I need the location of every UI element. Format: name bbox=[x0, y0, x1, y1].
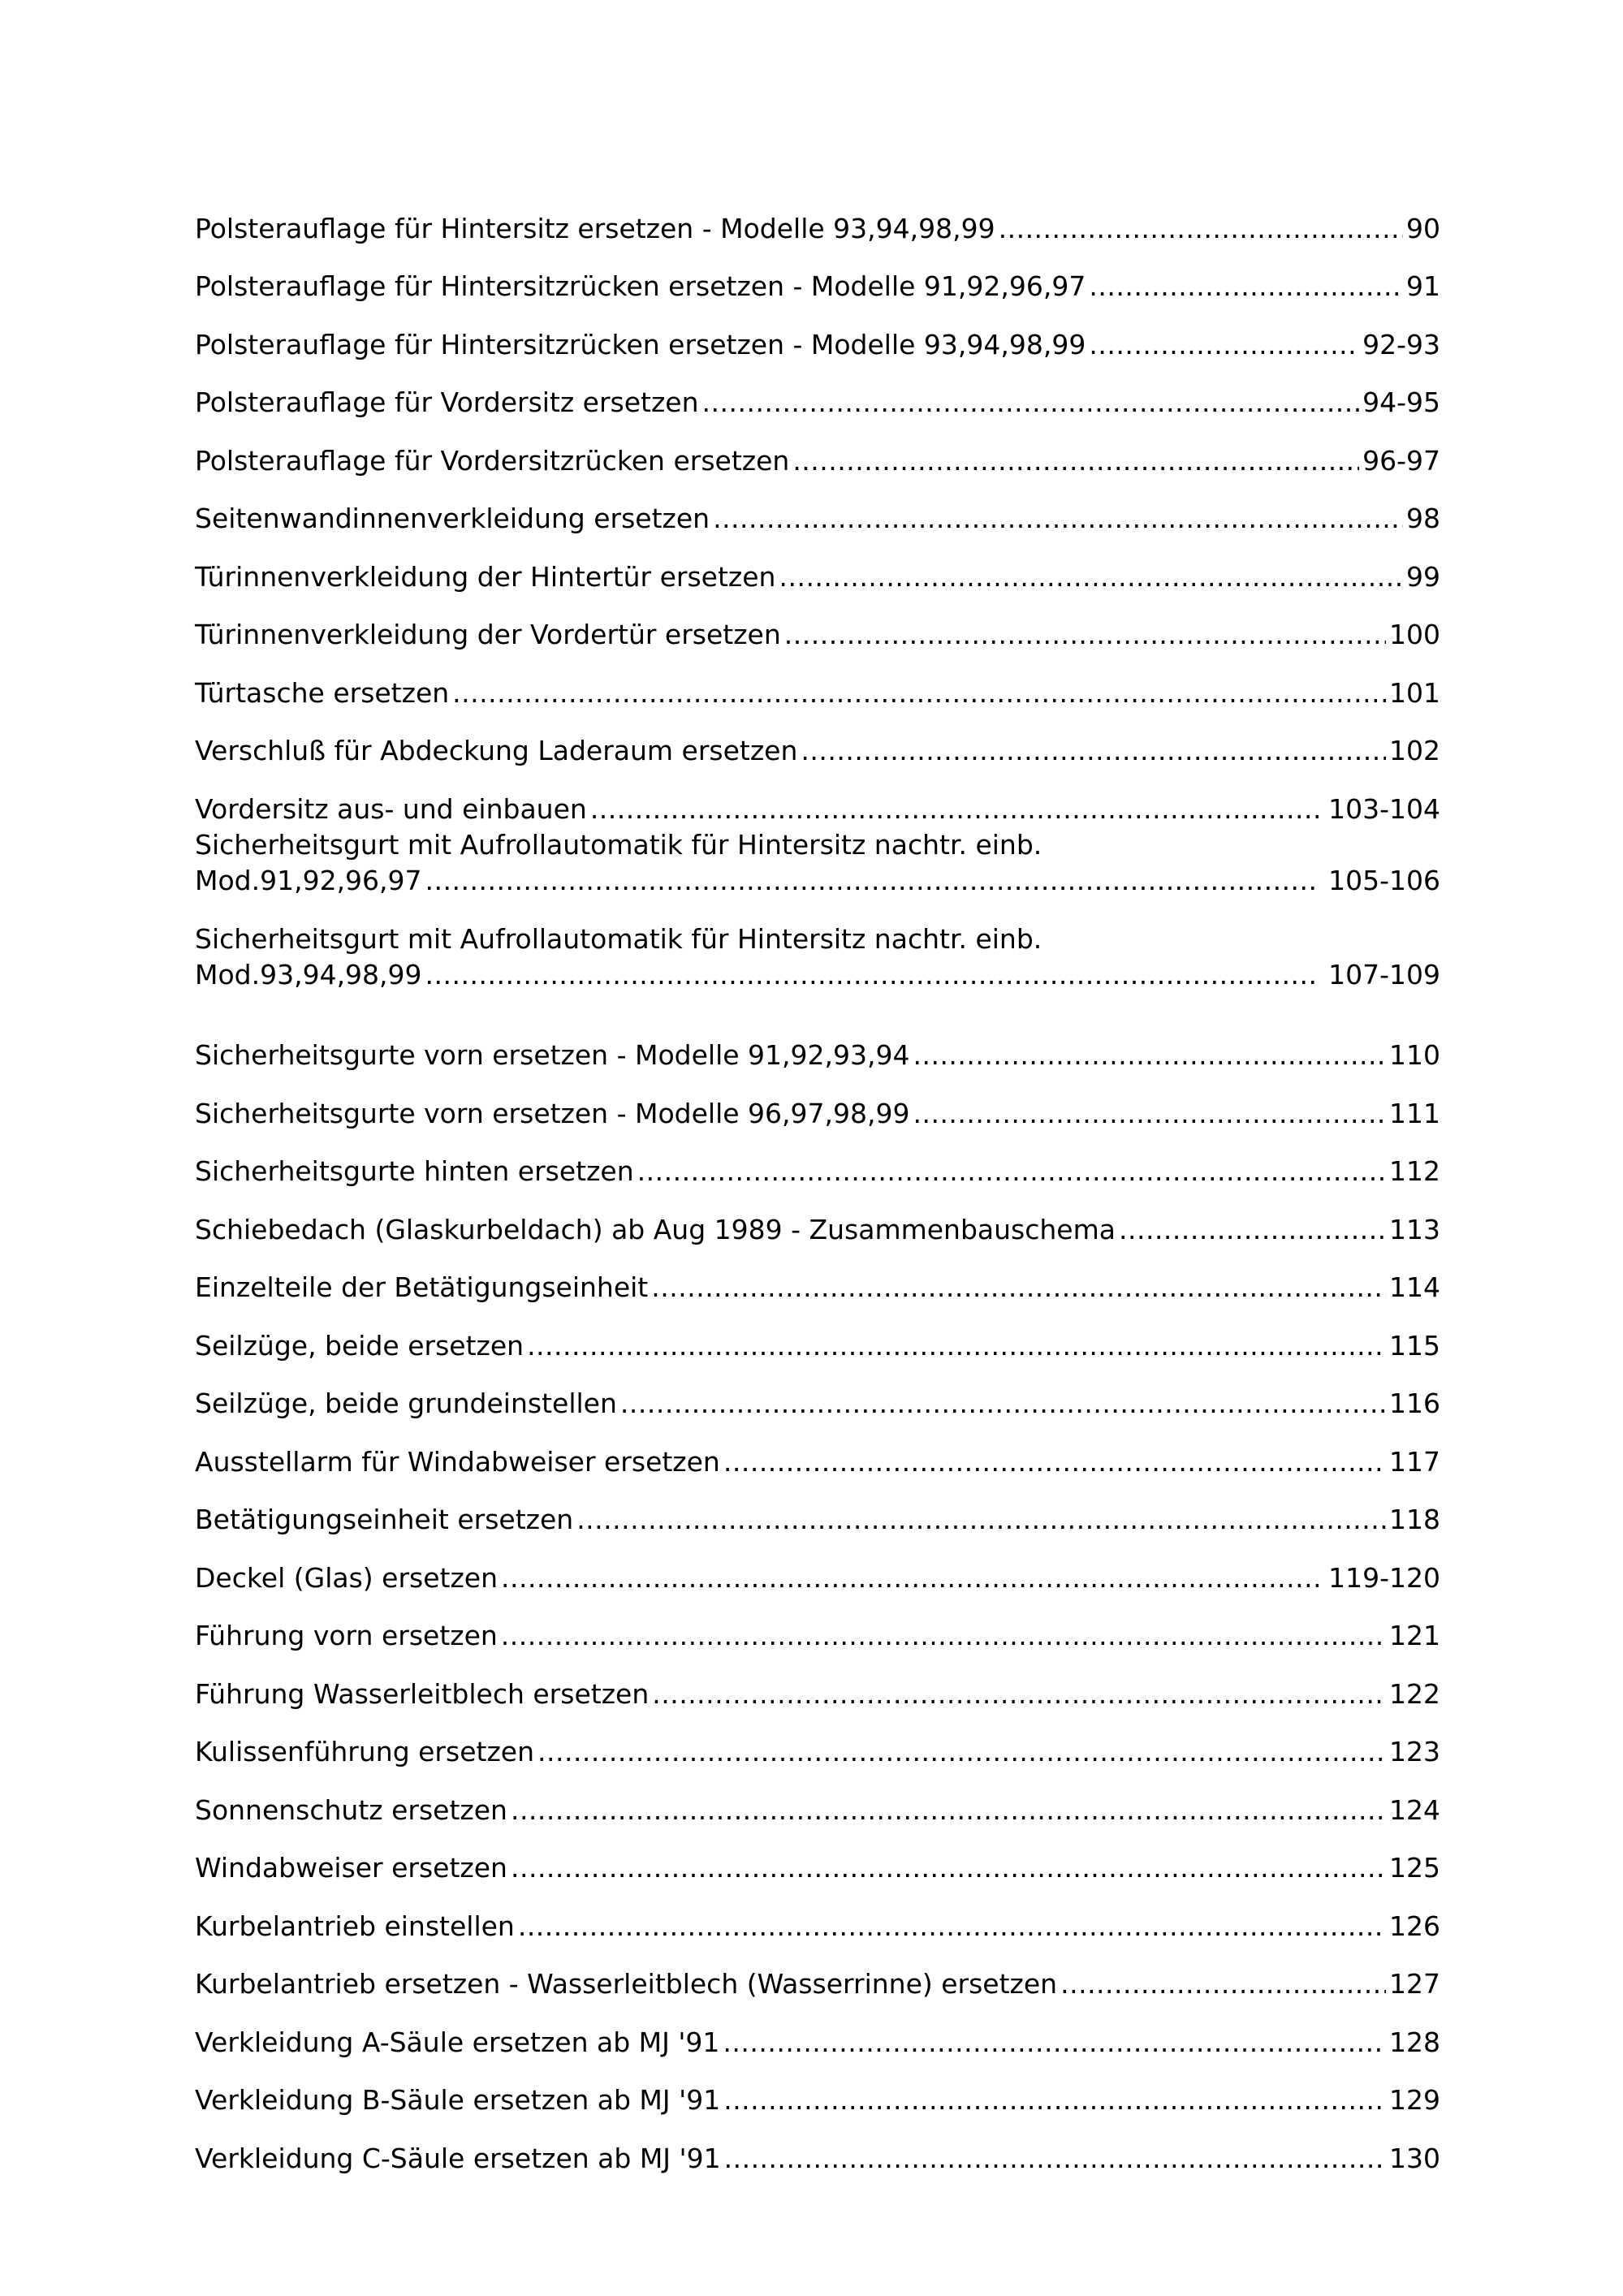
toc-page-number: 112 bbox=[1389, 1155, 1440, 1187]
toc-page-number: 124 bbox=[1389, 1793, 1440, 1826]
toc-dot-leader bbox=[511, 1850, 1386, 1886]
toc-entry-title-line1: Sicherheitsgurt mit Aufrollautomatik für Hintersitz nachtr. einb. bbox=[195, 922, 1042, 955]
toc-entry[interactable] bbox=[195, 711, 1440, 770]
toc-dot-leader bbox=[702, 385, 1360, 421]
toc-page-number: 90 bbox=[1406, 212, 1440, 244]
toc-entry[interactable] bbox=[195, 188, 1440, 247]
toc-entry-title: Seilzüge, beide ersetzen bbox=[195, 1329, 524, 1362]
toc-entry-title: Verschluß für Abdeckung Laderaum ersetzen bbox=[195, 735, 798, 766]
toc-entry[interactable] bbox=[195, 1538, 1440, 1596]
toc-entry[interactable] bbox=[195, 1189, 1440, 1248]
toc-entry-title: Vordersitz aus- und einbauen bbox=[195, 792, 587, 825]
toc-page-number: 123 bbox=[1389, 1736, 1440, 1767]
toc-entry[interactable] bbox=[195, 479, 1440, 537]
toc-dot-leader bbox=[652, 1677, 1386, 1712]
toc-dot-leader bbox=[724, 2141, 1386, 2177]
toc-entry[interactable] bbox=[195, 1073, 1440, 1132]
toc-entry-title: Verkleidung A-Säule ersetzen ab MJ '91 bbox=[195, 2026, 720, 2058]
toc-page-number: 91 bbox=[1406, 270, 1440, 302]
toc-entry[interactable] bbox=[195, 1364, 1440, 1422]
toc-entry[interactable] bbox=[195, 1770, 1440, 1828]
toc-entry-title: Kurbelantrieb ersetzen - Wasserleitblech (Wasserrinne) ersetzen bbox=[195, 1968, 1058, 2000]
toc-page-number: 105-106 bbox=[1328, 864, 1440, 896]
toc-entry-title: Seitenwandinnenverkleidung ersetzen bbox=[195, 503, 710, 534]
toc-entry[interactable] bbox=[195, 1016, 1440, 1074]
toc-dot-leader bbox=[576, 1502, 1386, 1538]
toc-page-number: 98 bbox=[1406, 503, 1440, 534]
toc-page-number: 126 bbox=[1389, 1910, 1440, 1942]
toc-page-number: 101 bbox=[1389, 676, 1440, 709]
toc-dot-leader bbox=[590, 792, 1319, 827]
toc-dot-leader bbox=[511, 1793, 1386, 1828]
toc-page-number: 94-95 bbox=[1362, 386, 1440, 418]
toc-entry-title: Sonnenschutz ersetzen bbox=[195, 1793, 507, 1826]
toc-entry[interactable] bbox=[195, 653, 1440, 711]
toc-page-number: 119-120 bbox=[1328, 1561, 1440, 1594]
toc-page-number: 125 bbox=[1389, 1852, 1440, 1884]
toc-page-number: 103-104 bbox=[1328, 792, 1440, 825]
toc-entry-title: Verkleidung B-Säule ersetzen ab MJ '91 bbox=[195, 2084, 721, 2116]
toc-page-number: 118 bbox=[1389, 1504, 1440, 1535]
toc-entry-title: Deckel (Glas) ersetzen bbox=[195, 1561, 498, 1594]
toc-dot-leader bbox=[779, 559, 1403, 595]
toc-entry-title-line2: Mod.93,94,98,99 bbox=[195, 958, 422, 990]
toc-entry-title: Polsterauflage für Hintersitzrücken ersetzen - Modelle 93,94,98,99 bbox=[195, 328, 1086, 360]
toc-dot-leader bbox=[792, 443, 1359, 479]
toc-dot-leader bbox=[501, 1618, 1386, 1654]
toc-dot-leader bbox=[913, 1096, 1386, 1132]
toc-entry-title: Türinnenverkleidung der Vordertür ersetzen bbox=[195, 619, 781, 650]
toc-entry[interactable] bbox=[195, 1828, 1440, 1887]
toc-entry[interactable] bbox=[195, 769, 1440, 827]
toc-page-number: 128 bbox=[1389, 2026, 1440, 2058]
toc-dot-leader bbox=[1060, 1966, 1386, 2002]
toc-dot-leader bbox=[801, 733, 1386, 769]
toc-entry[interactable] bbox=[195, 1248, 1440, 1306]
toc-entry-title: Schiebedach (Glaskurbeldach) ab Aug 1989 - Zusammenbauschema bbox=[195, 1213, 1116, 1245]
toc-entry-title: Betätigungseinheit ersetzen bbox=[195, 1504, 574, 1535]
toc-entry-title-line1: Sicherheitsgurt mit Aufrollautomatik für Hintersitz nachtr. einb. bbox=[195, 828, 1042, 861]
toc-entry-title: Kulissenführung ersetzen bbox=[195, 1736, 534, 1767]
toc-dot-leader bbox=[537, 1734, 1386, 1770]
toc-entry[interactable] bbox=[195, 1480, 1440, 1539]
toc-dot-leader bbox=[723, 2082, 1386, 2118]
toc-page-number: 121 bbox=[1389, 1620, 1440, 1651]
toc-dot-leader bbox=[913, 1038, 1386, 1073]
toc-dot-leader bbox=[518, 1909, 1386, 1944]
toc-dot-leader bbox=[999, 211, 1403, 247]
toc-page-number: 117 bbox=[1389, 1445, 1440, 1478]
toc-page-number: 114 bbox=[1389, 1271, 1440, 1303]
toc-entry-title: Polsterauflage für Vordersitz ersetzen bbox=[195, 386, 699, 418]
toc-entry-title: Führung vorn ersetzen bbox=[195, 1620, 498, 1651]
toc-dot-leader bbox=[651, 1270, 1386, 1306]
toc-entry[interactable] bbox=[195, 1712, 1440, 1771]
table-of-contents bbox=[195, 188, 1440, 2177]
toc-entry-title: Führung Wasserleitblech ersetzen bbox=[195, 1677, 650, 1710]
toc-dot-leader bbox=[425, 863, 1319, 899]
toc-entry[interactable] bbox=[195, 537, 1440, 595]
toc-page-number: 92-93 bbox=[1362, 328, 1440, 360]
toc-entry-title: Polsterauflage für Vordersitzrücken ersetzen bbox=[195, 444, 790, 477]
toc-dot-leader bbox=[713, 501, 1403, 537]
toc-entry[interactable] bbox=[195, 1132, 1440, 1190]
toc-dot-leader bbox=[527, 1328, 1386, 1364]
toc-dot-leader bbox=[452, 675, 1386, 711]
toc-dot-leader bbox=[501, 1560, 1319, 1596]
toc-page-number: 122 bbox=[1389, 1677, 1440, 1710]
toc-entry[interactable] bbox=[195, 1306, 1440, 1364]
toc-dot-leader bbox=[1089, 327, 1359, 363]
toc-entry[interactable] bbox=[195, 247, 1440, 305]
toc-entry-title: Türinnenverkleidung der Hintertür ersetzen bbox=[195, 560, 776, 593]
toc-page-number: 100 bbox=[1389, 619, 1440, 650]
toc-dot-leader bbox=[723, 1444, 1386, 1480]
toc-entry-title: Kurbelantrieb einstellen bbox=[195, 1910, 515, 1942]
toc-entry[interactable] bbox=[195, 1944, 1440, 2003]
toc-page-number: 102 bbox=[1389, 735, 1440, 766]
toc-page-number: 130 bbox=[1389, 2142, 1440, 2174]
toc-entry[interactable] bbox=[195, 2002, 1440, 2061]
toc-entry[interactable] bbox=[195, 1886, 1440, 1944]
toc-entry-title: Seilzüge, beide grundeinstellen bbox=[195, 1388, 617, 1419]
toc-entry[interactable] bbox=[195, 1596, 1440, 1655]
toc-entry[interactable] bbox=[195, 1422, 1440, 1480]
toc-page-number: 127 bbox=[1389, 1968, 1440, 2000]
toc-page-number: 110 bbox=[1389, 1039, 1440, 1071]
toc-dot-leader bbox=[425, 957, 1319, 993]
toc-dot-leader bbox=[784, 617, 1386, 653]
toc-entry-title: Verkleidung C-Säule ersetzen ab MJ '91 bbox=[195, 2142, 721, 2174]
toc-entry[interactable] bbox=[195, 421, 1440, 479]
toc-entry[interactable] bbox=[195, 2118, 1440, 2177]
toc-dot-leader bbox=[723, 2025, 1386, 2061]
toc-entry-title: Windabweiser ersetzen bbox=[195, 1852, 507, 1884]
toc-entry-title-line2: Mod.91,92,96,97 bbox=[195, 864, 422, 896]
toc-page-number: 116 bbox=[1389, 1388, 1440, 1419]
toc-entry[interactable] bbox=[195, 2061, 1440, 2119]
toc-entry-title: Sicherheitsgurte hinten ersetzen bbox=[195, 1155, 634, 1187]
toc-entry[interactable] bbox=[195, 827, 1440, 921]
toc-entry-title: Sicherheitsgurte vorn ersetzen - Modelle 91,92,93,94 bbox=[195, 1039, 910, 1071]
toc-entry[interactable] bbox=[195, 363, 1440, 421]
toc-dot-leader bbox=[1119, 1212, 1386, 1248]
toc-page-number: 129 bbox=[1389, 2084, 1440, 2116]
toc-entry[interactable] bbox=[195, 595, 1440, 654]
toc-dot-leader bbox=[1089, 269, 1403, 304]
toc-entry[interactable] bbox=[195, 1654, 1440, 1712]
toc-entry-title: Polsterauflage für Hintersitzrücken ersetzen - Modelle 91,92,96,97 bbox=[195, 270, 1086, 302]
toc-page-number: 99 bbox=[1406, 560, 1440, 593]
toc-entry-title: Polsterauflage für Hintersitz ersetzen - Modelle 93,94,98,99 bbox=[195, 212, 995, 244]
toc-entry-title: Ausstellarm für Windabweiser ersetzen bbox=[195, 1445, 720, 1478]
toc-entry-title: Türtasche ersetzen bbox=[195, 676, 450, 709]
toc-entry[interactable] bbox=[195, 921, 1440, 1016]
toc-dot-leader bbox=[620, 1386, 1386, 1422]
toc-page-number: 115 bbox=[1389, 1329, 1440, 1362]
toc-page-number: 107-109 bbox=[1328, 958, 1440, 990]
toc-entry[interactable] bbox=[195, 304, 1440, 363]
toc-page-number: 96-97 bbox=[1362, 444, 1440, 477]
toc-dot-leader bbox=[637, 1154, 1386, 1189]
toc-page-number: 111 bbox=[1389, 1097, 1440, 1129]
toc-entry-title: Einzelteile der Betätigungseinheit bbox=[195, 1271, 649, 1303]
toc-page-number: 113 bbox=[1389, 1213, 1440, 1245]
toc-entry-title: Sicherheitsgurte vorn ersetzen - Modelle 96,97,98,99 bbox=[195, 1097, 910, 1129]
